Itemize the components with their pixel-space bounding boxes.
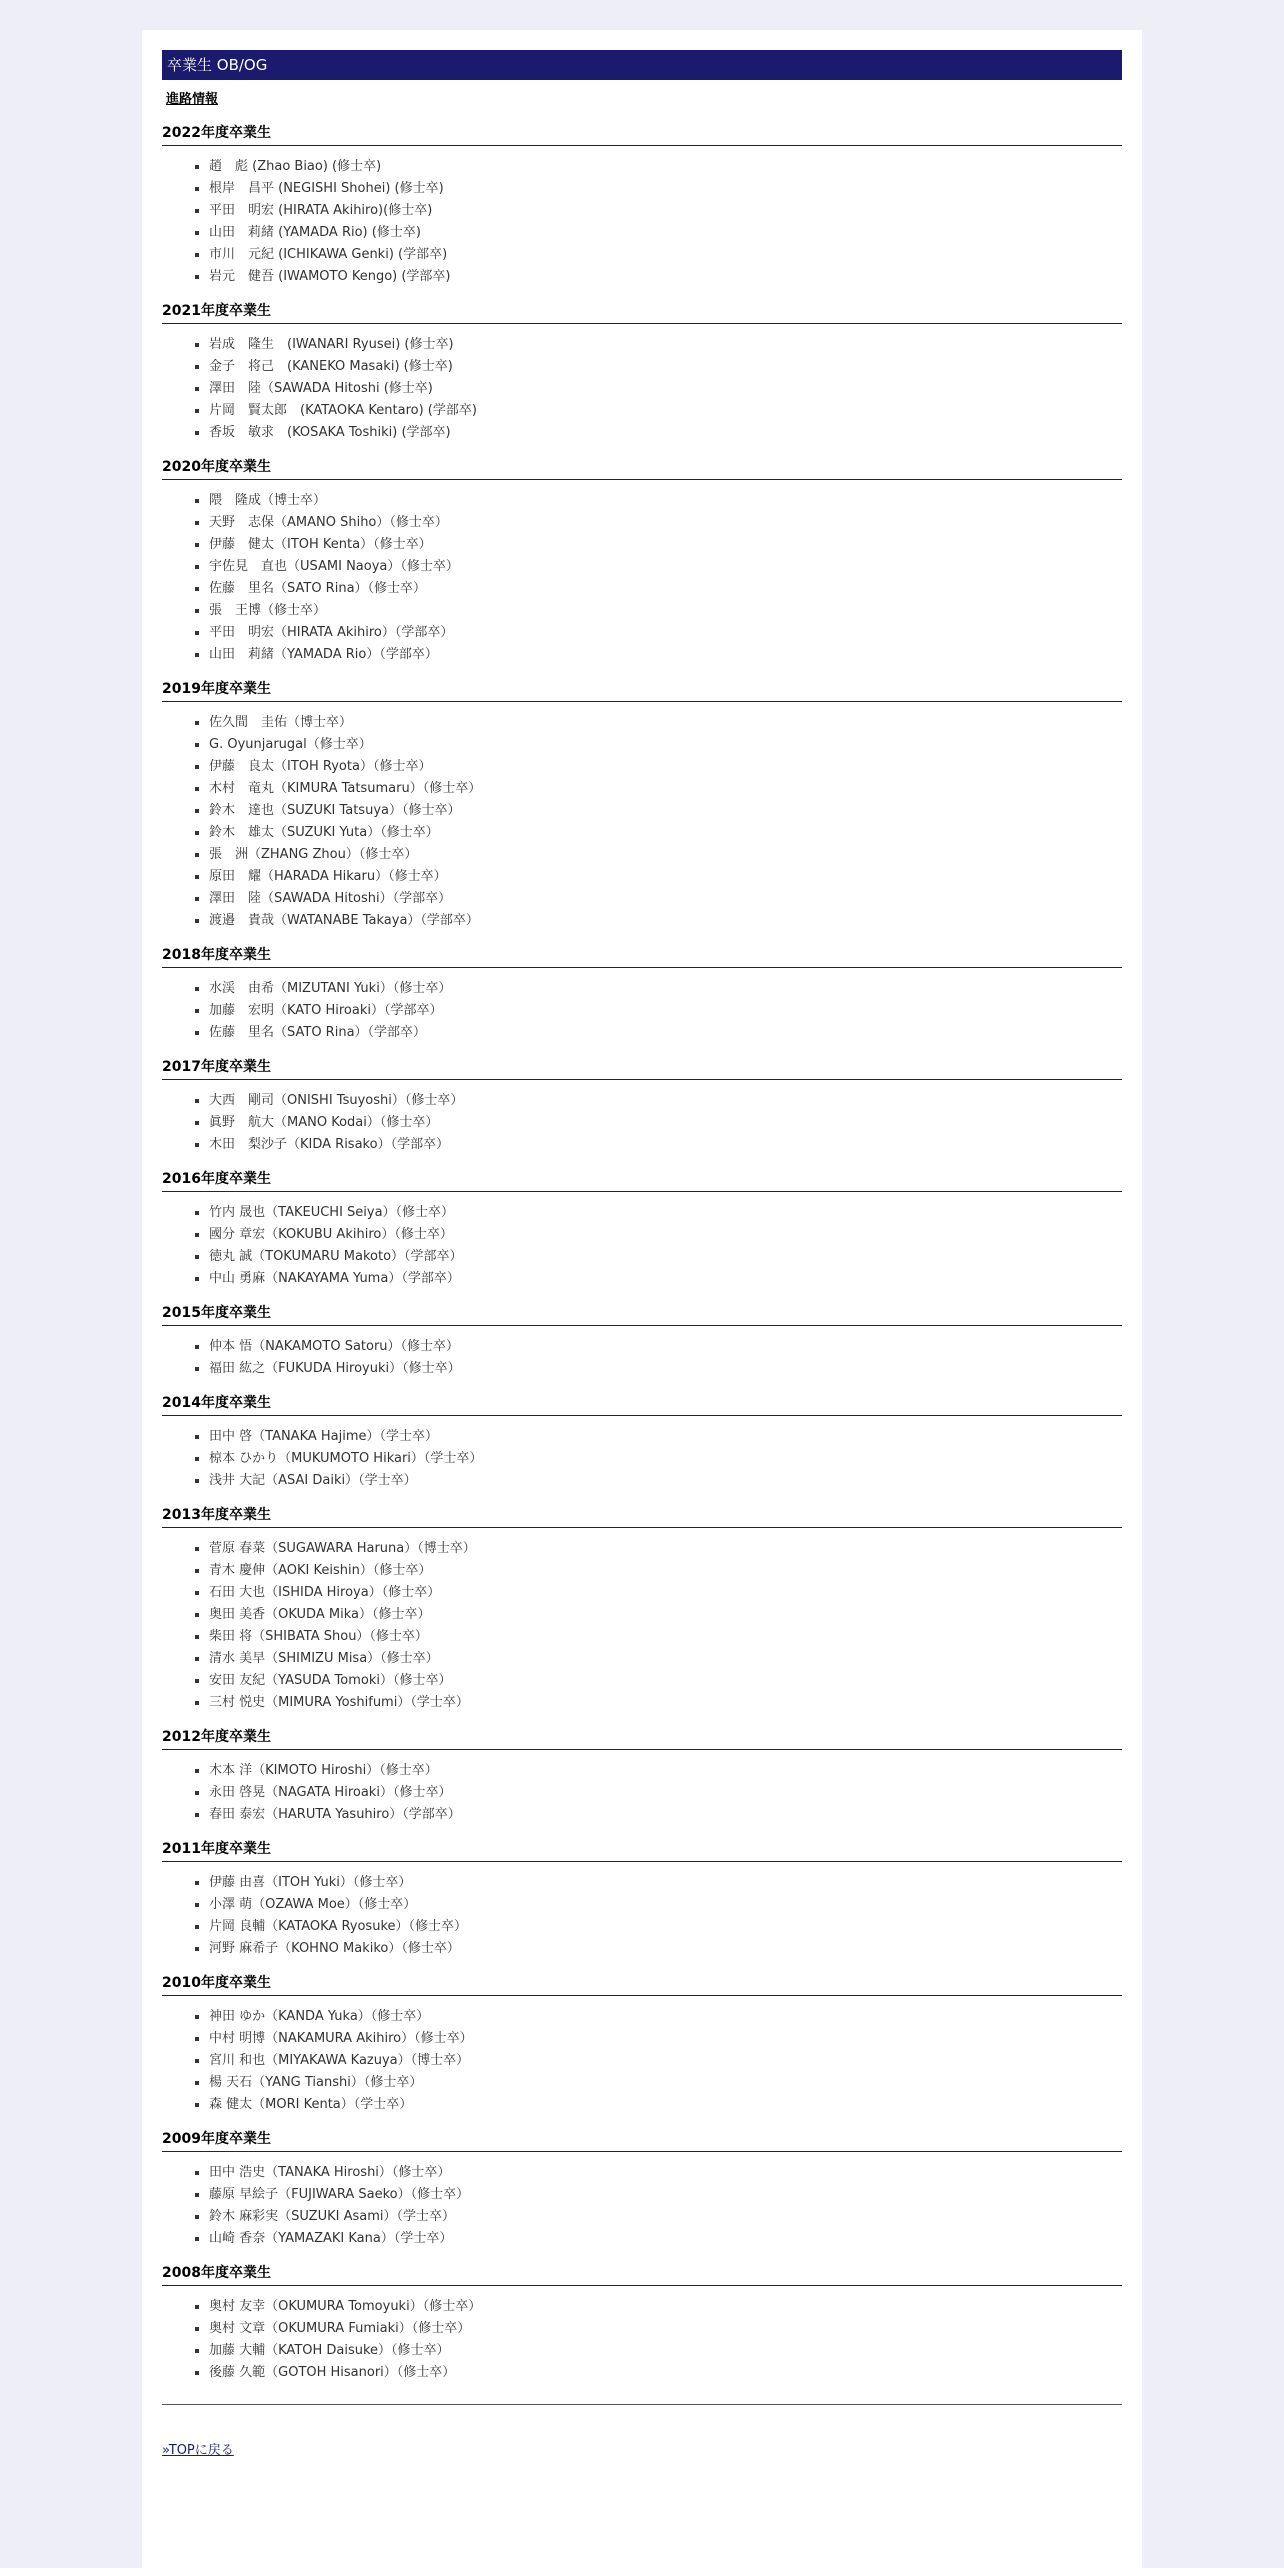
graduate-item: ▪ 加藤 宏明（KATO Hiroaki）（学部卒） (209, 1000, 1122, 1022)
graduate-item: ▪ 金子 将己 (KANEKO Masaki) (修士卒) (209, 356, 1122, 378)
year-heading: 2022年度卒業生 (162, 123, 1122, 146)
graduate-item: ▪ 菅原 春菜（SUGAWARA Haruna）（博士卒） (209, 1538, 1122, 1560)
page-panel (142, 30, 1142, 2568)
graduate-item: ▪ 天野 志保（AMANO Shiho）（修士卒） (209, 512, 1122, 534)
graduate-item: ▪ 渡邉 貴哉（WATANABE Takaya）（学部卒） (209, 910, 1122, 932)
year-heading: 2015年度卒業生 (162, 1303, 1122, 1326)
graduate-item: ▪ 後藤 久範（GOTOH Hisanori）（修士卒） (209, 2362, 1122, 2384)
graduate-item: ▪ 鈴木 雄太（SUZUKI Yuta）（修士卒） (209, 822, 1122, 844)
year-heading: 2014年度卒業生 (162, 1393, 1122, 1416)
year-section (162, 1303, 1122, 1380)
graduate-item: ▪ 春田 泰宏（HARUTA Yasuhiro）（学部卒） (209, 1804, 1122, 1826)
graduate-item: ▪ 竹内 晟也（TAKEUCHI Seiya）（修士卒） (209, 1202, 1122, 1224)
graduate-item: ▪ 平田 明宏 (HIRATA Akihiro)(修士卒) (209, 200, 1122, 222)
year-section (162, 1973, 1122, 2116)
page-title: 卒業生 OB/OG (162, 50, 1122, 80)
graduate-item: ▪ 伊藤 健太（ITOH Kenta）（修士卒） (209, 534, 1122, 556)
graduate-item: ▪ 佐藤 里名（SATO Rina）（修士卒） (209, 578, 1122, 600)
year-heading: 2016年度卒業生 (162, 1169, 1122, 1192)
graduate-item: ▪ 柴田 将（SHIBATA Shou）（修士卒） (209, 1626, 1122, 1648)
graduate-item: ▪ 片岡 賢太郎 (KATAOKA Kentaro) (学部卒) (209, 400, 1122, 422)
year-section (162, 1505, 1122, 1714)
graduate-item: ▪ 加藤 大輔（KATOH Daisuke）（修士卒） (209, 2340, 1122, 2362)
graduate-item: ▪ 澤田 陸（SAWADA Hitoshi）（学部卒） (209, 888, 1122, 910)
graduate-item: ▪ 原田 耀（HARADA Hikaru）（修士卒） (209, 866, 1122, 888)
graduate-item: ▪ 三村 悦史（MIMURA Yoshifumi）（学士卒） (209, 1692, 1122, 1714)
year-heading: 2013年度卒業生 (162, 1505, 1122, 1528)
graduate-item: ▪ 河野 麻希子（KOHNO Makiko）（修士卒） (209, 1938, 1122, 1960)
year-section (162, 123, 1122, 288)
graduate-item: ▪ 中山 勇麻（NAKAYAMA Yuma）（学部卒） (209, 1268, 1122, 1290)
graduate-item: ▪ 片岡 良輔（KATAOKA Ryosuke）（修士卒） (209, 1916, 1122, 1938)
graduate-item: ▪ 中村 明博（NAKAMURA Akihiro）（修士卒） (209, 2028, 1122, 2050)
graduate-item: ▪ 平田 明宏（HIRATA Akihiro）（学部卒） (209, 622, 1122, 644)
graduate-list (162, 1336, 1122, 1380)
graduate-item: ▪ 木田 梨沙子（KIDA Risako）（学部卒） (209, 1134, 1122, 1156)
year-section (162, 457, 1122, 666)
year-section (162, 1727, 1122, 1826)
year-section (162, 1839, 1122, 1960)
career-info-heading: 進路情報 (166, 92, 219, 107)
graduate-item: ▪ 木本 洋（KIMOTO Hiroshi）（修士卒） (209, 1760, 1122, 1782)
year-section (162, 1057, 1122, 1156)
graduate-item: ▪ 鈴木 達也（SUZUKI Tatsuya）（修士卒） (209, 800, 1122, 822)
graduate-list (162, 156, 1122, 288)
graduate-item: ▪ 清水 美早（SHIMIZU Misa）（修士卒） (209, 1648, 1122, 1670)
graduate-item: ▪ 宇佐見 直也（USAMI Naoya）（修士卒） (209, 556, 1122, 578)
graduate-item: ▪ 趙 彪 (Zhao Biao) (修士卒) (209, 156, 1122, 178)
graduate-item: ▪ 市川 元紀 (ICHIKAWA Genki) (学部卒) (209, 244, 1122, 266)
graduate-list (162, 2162, 1122, 2250)
graduate-item: ▪ 奥村 文章（OKUMURA Fumiaki）（修士卒） (209, 2318, 1122, 2340)
graduate-list (162, 1760, 1122, 1826)
graduate-item: ▪ 佐藤 里名（SATO Rina）（学部卒） (209, 1022, 1122, 1044)
graduate-item: ▪ 鈴木 麻彩実（SUZUKI Asami）（学士卒） (209, 2206, 1122, 2228)
graduate-item: ▪ 田中 浩史（TANAKA Hiroshi）（修士卒） (209, 2162, 1122, 2184)
graduate-item: ▪ 神田 ゆか（KANDA Yuka）（修士卒） (209, 2006, 1122, 2028)
graduate-list (162, 1538, 1122, 1714)
graduate-item: ▪ 澤田 陸（SAWADA Hitoshi (修士卒) (209, 378, 1122, 400)
graduate-list (162, 978, 1122, 1044)
content-area (162, 50, 1122, 2458)
graduate-item: ▪ 森 健太（MORI Kenta）（学士卒） (209, 2094, 1122, 2116)
year-heading: 2017年度卒業生 (162, 1057, 1122, 1080)
graduate-item: ▪ 徳丸 誠（TOKUMARU Makoto）（学部卒） (209, 1246, 1122, 1268)
year-heading: 2021年度卒業生 (162, 301, 1122, 324)
graduate-item: ▪ 石田 大也（ISHIDA Hiroya）（修士卒） (209, 1582, 1122, 1604)
graduate-item: ▪ 浅井 大記（ASAI Daiki）（学士卒） (209, 1470, 1122, 1492)
year-heading: 2018年度卒業生 (162, 945, 1122, 968)
graduate-item: ▪ 福田 紘之（FUKUDA Hiroyuki）（修士卒） (209, 1358, 1122, 1380)
back-to-top-link[interactable]: »TOPに戻る (162, 2443, 234, 2458)
graduate-item: ▪ 小澤 萌（OZAWA Moe）（修士卒） (209, 1894, 1122, 1916)
graduate-item: ▪ 楊 天石（YANG Tianshi）（修士卒） (209, 2072, 1122, 2094)
graduate-list (162, 712, 1122, 932)
graduate-item: ▪ 國分 章宏（KOKUBU Akihiro）（修士卒） (209, 1224, 1122, 1246)
year-section (162, 2263, 1122, 2384)
year-section (162, 1169, 1122, 1290)
graduate-item: ▪ 山田 莉緒（YAMADA Rio）（学部卒） (209, 644, 1122, 666)
graduate-list (162, 334, 1122, 444)
graduate-item: ▪ 山田 莉緒 (YAMADA Rio) (修士卒) (209, 222, 1122, 244)
graduate-item: ▪ 佐久間 圭佑（博士卒） (209, 712, 1122, 734)
bottom-divider (162, 2404, 1122, 2405)
graduate-list (162, 2006, 1122, 2116)
graduate-item: ▪ 仲本 悟（NAKAMOTO Satoru）（修士卒） (209, 1336, 1122, 1358)
graduate-item: ▪ 根岸 昌平 (NEGISHI Shohei) (修士卒) (209, 178, 1122, 200)
graduate-item: ▪ 張 王博（修士卒） (209, 600, 1122, 622)
graduate-item: ▪ 水渓 由希（MIZUTANI Yuki）（修士卒） (209, 978, 1122, 1000)
year-heading: 2011年度卒業生 (162, 1839, 1122, 1862)
year-section (162, 679, 1122, 932)
graduate-item: ▪ 伊藤 由喜（ITOH Yuki）（修士卒） (209, 1872, 1122, 1894)
graduate-item: ▪ 大西 剛司（ONISHI Tsuyoshi）（修士卒） (209, 1090, 1122, 1112)
year-heading: 2020年度卒業生 (162, 457, 1122, 480)
graduate-item: ▪ 岩元 健吾 (IWAMOTO Kengo) (学部卒) (209, 266, 1122, 288)
graduate-item: ▪ 奥村 友幸（OKUMURA Tomoyuki）（修士卒） (209, 2296, 1122, 2318)
graduate-item: ▪ 宮川 和也（MIYAKAWA Kazuya）（博士卒） (209, 2050, 1122, 2072)
graduate-item: ▪ 田中 啓（TANAKA Hajime）（学士卒） (209, 1426, 1122, 1448)
graduate-item: ▪ 永田 啓晃（NAGATA Hiroaki）（修士卒） (209, 1782, 1122, 1804)
graduate-list (162, 490, 1122, 666)
graduate-item: ▪ 椋本 ひかり（MUKUMOTO Hikari）（学士卒） (209, 1448, 1122, 1470)
year-heading: 2010年度卒業生 (162, 1973, 1122, 1996)
graduate-list (162, 1872, 1122, 1960)
graduate-item: ▪ 岩成 隆生 (IWANARI Ryusei) (修士卒) (209, 334, 1122, 356)
graduate-item: ▪ 張 洲（ZHANG Zhou）（修士卒） (209, 844, 1122, 866)
graduate-list (162, 2296, 1122, 2384)
year-heading: 2019年度卒業生 (162, 679, 1122, 702)
graduate-list (162, 1426, 1122, 1492)
graduate-item: ▪ 山崎 香奈（YAMAZAKI Kana）（学士卒） (209, 2228, 1122, 2250)
year-section (162, 945, 1122, 1044)
year-heading: 2008年度卒業生 (162, 2263, 1122, 2286)
graduate-item: ▪ 青木 慶伸（AOKI Keishin）（修士卒） (209, 1560, 1122, 1582)
graduate-item: ▪ G. Oyunjarugal（修士卒） (209, 734, 1122, 756)
graduate-item: ▪ 香坂 敏求 (KOSAKA Toshiki) (学部卒) (209, 422, 1122, 444)
graduate-list (162, 1090, 1122, 1156)
graduate-item: ▪ 安田 友紀（YASUDA Tomoki）（修士卒） (209, 1670, 1122, 1692)
graduate-item: ▪ 伊藤 良太（ITOH Ryota）（修士卒） (209, 756, 1122, 778)
graduate-years-list (162, 123, 1122, 2384)
year-section (162, 1393, 1122, 1492)
year-heading: 2012年度卒業生 (162, 1727, 1122, 1750)
year-section (162, 2129, 1122, 2250)
year-heading: 2009年度卒業生 (162, 2129, 1122, 2152)
graduate-item: ▪ 木村 竜丸（KIMURA Tatsumaru）（修士卒） (209, 778, 1122, 800)
graduate-item: ▪ 奥田 美香（OKUDA Mika）（修士卒） (209, 1604, 1122, 1626)
graduate-item: ▪ 藤原 早絵子（FUJIWARA Saeko）（修士卒） (209, 2184, 1122, 2206)
graduate-item: ▪ 隈 隆成（博士卒） (209, 490, 1122, 512)
graduate-item: ▪ 眞野 航大（MANO Kodai）（修士卒） (209, 1112, 1122, 1134)
graduate-list (162, 1202, 1122, 1290)
year-section (162, 301, 1122, 444)
